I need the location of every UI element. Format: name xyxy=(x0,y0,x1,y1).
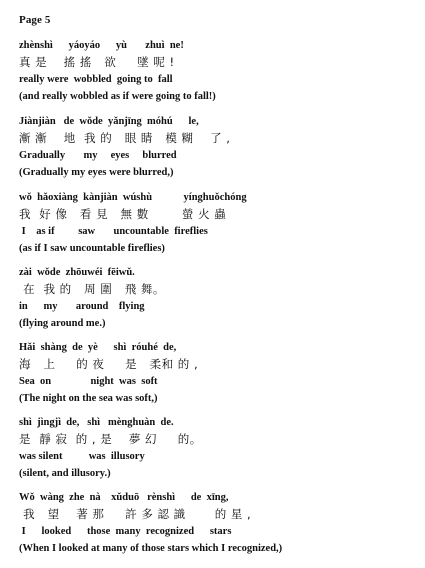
pinyin-line: Jiànjiàn de wǒde yǎnjīng móhú le, xyxy=(19,116,199,127)
pinyin-line: zhènshì yáoyáo yù zhuì ne! xyxy=(19,40,184,51)
translation-line: (as if I saw uncountable fireflies) xyxy=(19,243,165,254)
hanzi-line: 是 靜 寂 的 , 是 夢 幻 的。 xyxy=(19,432,202,446)
stanza xyxy=(19,489,419,557)
gloss-line: Gradually my eyes blurred xyxy=(19,150,177,161)
hanzi-line: 真 是 搖 搖 欲 墜 呢 ! xyxy=(19,55,175,69)
translation-line: (and really wobbled as if were going to fall!) xyxy=(19,91,216,102)
gloss-line: was silent was illusory xyxy=(19,451,145,462)
stanza xyxy=(19,414,419,482)
pinyin-line: Hǎi shàng de yè shì róuhé de, xyxy=(19,342,177,353)
hanzi-line: 漸 漸 地 我 的 眼 睛 模 糊 了 , xyxy=(19,131,231,145)
stanza xyxy=(19,339,419,407)
gloss-line: I as if saw uncountable fireflies xyxy=(19,226,208,237)
translation-line: (When I looked at many of those stars which I recognized,) xyxy=(19,543,283,554)
gloss-line: Sea on night was soft xyxy=(19,376,158,387)
pinyin-line: wǒ hǎoxiàng kànjiàn wúshù yínghuǒchóng xyxy=(19,192,247,203)
page-label: Page 5 xyxy=(19,14,51,26)
stanza xyxy=(19,189,419,257)
stanza xyxy=(19,37,419,105)
gloss-line: in my around flying xyxy=(19,301,145,312)
pinyin-line: Wǒ wàng zhe nà xǔduō rènshì de xīng, xyxy=(19,492,229,503)
hanzi-line: 我 好 像 看 見 無 數 螢 火 蟲 xyxy=(19,207,227,221)
pinyin-line: shì jìngjì de, shì mènghuàn de. xyxy=(19,417,174,428)
translation-line: (silent, and illusory.) xyxy=(19,468,111,479)
gloss-line: I looked those many recognized stars xyxy=(19,526,232,537)
gloss-line: really were wobbled going to fall xyxy=(19,74,173,85)
translation-line: (The night on the sea was soft,) xyxy=(19,393,158,404)
stanza xyxy=(19,113,419,181)
hanzi-line: 在 我 的 周 圍 飛 舞。 xyxy=(19,282,165,296)
hanzi-line: 我 望 著 那 許 多 認 識 的 星 , xyxy=(19,507,252,521)
pinyin-line: zài wǒde zhōuwéi fēiwǔ. xyxy=(19,267,135,278)
hanzi-line: 海 上 的 夜 是 柔和 的 , xyxy=(19,357,199,371)
translation-line: (flying around me.) xyxy=(19,318,106,329)
stanza xyxy=(19,264,419,332)
translation-line: (Gradually my eyes were blurred,) xyxy=(19,167,174,178)
